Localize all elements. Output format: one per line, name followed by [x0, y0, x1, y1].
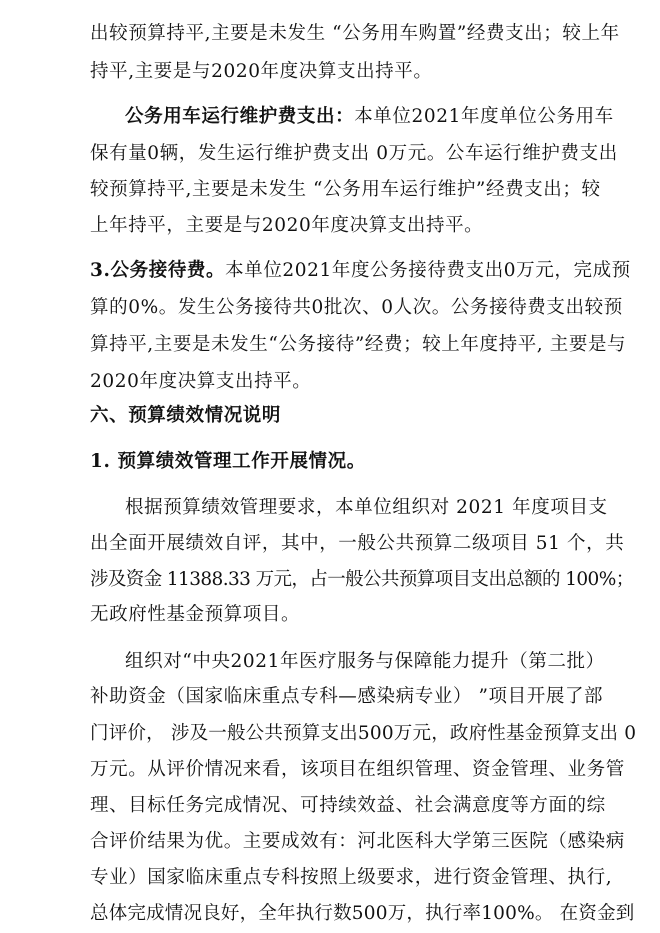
text-line: 无政府性基金预算项目。 [90, 604, 301, 625]
text-line: 出较预算持平,主要是未发生 “公务用车购置”经费支出；较上年 [90, 23, 620, 44]
text-line: 合评价结果为优。主要成效有：河北医科大学第三医院（感染病 [90, 831, 625, 852]
paragraph-lead: 3.公务接待费。 [90, 260, 226, 281]
text-line: 上年持平，主要是与2020年度决算支出持平。 [90, 215, 484, 236]
text-line: 2020年度决算支出持平。 [90, 371, 312, 392]
text-line: 总体完成情况良好，全年执行数500万，执行率100%。 在资金到 [90, 903, 635, 924]
text-line: 理、目标任务完成情况、可持续效益、社会满意度等方面的综 [90, 795, 606, 816]
section-heading: 六、预算绩效情况说明 [90, 405, 282, 426]
text-span: 本单位2021年度公务接待费支出0万元，完成预 [225, 260, 631, 281]
subsection-heading: 1. 预算绩效管理工作开展情况。 [90, 451, 366, 472]
text-span: 本单位2021年度单位公务用车 [354, 106, 614, 127]
text-line: 万元。从评价情况来看，该项目在组织管理、资金管理、业务管 [90, 759, 625, 780]
text-line: 持平,主要是与2020年度决算支出持平。 [90, 61, 433, 82]
text-line: 门评价， 涉及一般公共预算支出500万元，政府性基金预算支出 0 [90, 723, 637, 744]
text-line: 涉及资金 11388.33 万元，占一般公共预算项目支出总额的 100%； [90, 569, 634, 590]
text-line: 较预算持平,主要是未发生 “公务用车运行维护”经费支出；较 [90, 179, 601, 200]
text-line: 组织对“中央2021年医疗服务与保障能力提升（第二批） [125, 651, 605, 672]
paragraph-lead: 公务用车运行维护费支出： [125, 106, 355, 127]
paragraph-first-line [125, 105, 614, 129]
text-line: 补助资金（国家临床重点专科—感染病专业） ”项目开展了部 [90, 686, 604, 707]
text-line: 保有量0辆，发生运行维护费支出 0万元。公车运行维护费支出 [90, 143, 618, 164]
paragraph-first-line [90, 259, 631, 283]
text-line: 根据预算绩效管理要求，本单位组织对 2021 年度项目支 [125, 497, 608, 518]
text-line: 算的0%。发生公务接待共0批次、0人次。公务接待费支出较预 [90, 297, 623, 318]
text-line: 专业）国家临床重点专科按照上级要求，进行资金管理、执行, [90, 867, 613, 888]
text-line: 出全面开展绩效自评，其中，一般公共预算二级项目 51 个，共 [90, 533, 625, 554]
text-line: 算持平,主要是未发生“公务接待”经费；较上年度持平, 主要是与 [90, 334, 627, 355]
